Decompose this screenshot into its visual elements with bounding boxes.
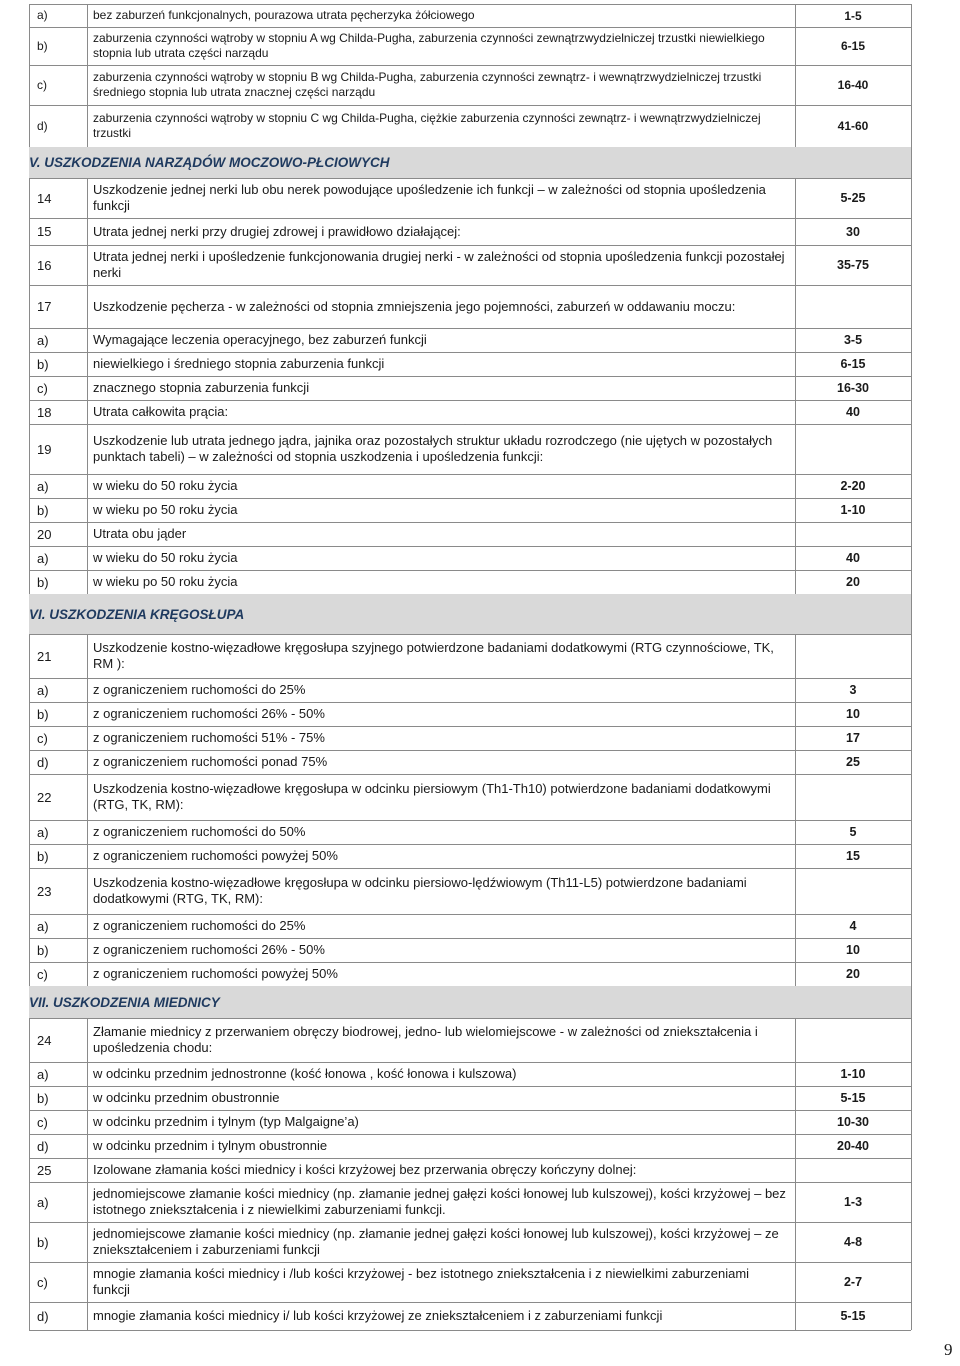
row-number: a) [37, 550, 49, 566]
row-value: 2-20 [840, 479, 866, 493]
row-number: a) [37, 682, 49, 698]
row-value: 20 [846, 575, 860, 589]
section-header [29, 594, 911, 634]
row-description: w odcinku przednim jednostronne (kość łonowa , kość łonowa i kulszowa) [93, 1066, 517, 1081]
table-row [29, 820, 911, 844]
row-number: d) [37, 118, 48, 133]
row-value: 4 [849, 919, 857, 933]
table-row [29, 522, 911, 546]
row-value: 1-3 [843, 1195, 863, 1209]
row-description: zaburzenia czynności wątroby w stopniu C wg Childa-Pugha, ciężkie zaburzenia czynności zewnątrz- i wewnątrzwydzielniczej trzustki [93, 111, 761, 140]
section-header [29, 147, 911, 178]
table-row [29, 678, 911, 702]
row-description: z ograniczeniem ruchomości powyżej 50% [93, 848, 338, 863]
row-value: 20 [846, 967, 860, 981]
table-row [29, 424, 911, 474]
table-row [29, 962, 911, 986]
row-value: 16-40 [837, 78, 869, 92]
table-row [29, 218, 911, 245]
row-number: c) [37, 1114, 48, 1130]
page-number: 9 [944, 1340, 953, 1359]
table-row [29, 844, 911, 868]
row-description: mnogie złamania kości miednicy i/ lub kości krzyżowej ze zniekształceniem i z zaburzeniami funkcji [93, 1308, 663, 1323]
table-row [29, 474, 911, 498]
table-row [29, 4, 911, 27]
table-row [29, 1086, 911, 1110]
row-number: b) [37, 1234, 49, 1250]
table-row [29, 702, 911, 726]
row-description: Utrata jednej nerki i upośledzenie funkcjonowania drugiej nerki - w zależności od stopnia upośledzenia funkcji pozostałej nerki [93, 249, 785, 280]
row-value: 10-30 [837, 1115, 869, 1129]
row-value: 40 [846, 551, 860, 565]
row-description: zaburzenia czynności wątroby w stopniu B wg Childa-Pugha, zaburzenia czynności zewnątrz- i wewnątrzwydzielniczej trzustki średniego stopnia lub utrata znacznej części narządu [93, 70, 762, 99]
row-description: bez zaburzeń funkcjonalnych, pourazowa utrata pęcherzyka żółciowego [93, 8, 475, 22]
row-number: 18 [37, 404, 52, 420]
row-description: niewielkiego i średniego stopnia zaburzenia funkcji [93, 356, 385, 371]
row-description: Izolowane złamania kości miednicy i kości krzyżowej bez przerwania obręczy kończyny dolnej: [93, 1162, 637, 1177]
row-value [795, 424, 911, 474]
row-number: c) [37, 77, 47, 92]
row-number: 17 [37, 299, 52, 314]
row-description: w odcinku przednim obustronnie [93, 1090, 280, 1105]
table-row [29, 938, 911, 962]
row-description: Utrata całkowita prącia: [93, 404, 229, 419]
row-number: b) [37, 38, 48, 53]
table-row [29, 328, 911, 352]
table-row [29, 27, 911, 65]
row-description: w odcinku przednim i tylnym obustronnie [93, 1138, 328, 1153]
table-row [29, 1062, 911, 1086]
row-description: z ograniczeniem ruchomości do 50% [93, 824, 306, 839]
table-row [29, 1222, 911, 1262]
row-description: mnogie złamania kości miednicy i /lub kości krzyżowej - bez istotnego zniekształcenia i z niewielkimi zaburzeniami funkcji [93, 1266, 750, 1297]
row-value [795, 285, 911, 328]
table-row [29, 570, 911, 594]
row-number: 19 [37, 441, 52, 457]
row-value: 6-15 [840, 357, 866, 371]
row-value: 16-30 [837, 381, 869, 395]
row-description: Uszkodzenie lub utrata jednego jądra, jajnika oraz pozostałych struktur układu rozrodczego (nie ujętych w pozostałych punktach tabeli) – w zależności od stopnia uszkodzenia i upośledzenia funkcji: [93, 433, 773, 464]
table-row [29, 285, 911, 328]
row-number: 14 [37, 190, 52, 206]
row-value: 3 [849, 683, 857, 697]
row-number: 20 [37, 526, 52, 542]
row-value: 25 [846, 755, 860, 769]
row-description: w wieku do 50 roku życia [93, 478, 238, 493]
table-row [29, 726, 911, 750]
table-row [29, 1158, 911, 1182]
row-number: b) [37, 942, 49, 958]
row-value: 5 [849, 825, 857, 839]
row-number: c) [37, 1274, 48, 1290]
table-row [29, 376, 911, 400]
row-description: Uszkodzenie kostno-więzadłowe kręgosłupa szyjnego potwierdzone badaniami dodatkowymi (RTG czynnościowe, TK, RM ): [93, 640, 774, 671]
row-value: 30 [846, 224, 860, 239]
row-number: c) [37, 380, 48, 396]
row-value: 40 [846, 405, 860, 419]
row-number: a) [37, 824, 49, 840]
row-description: z ograniczeniem ruchomości do 25% [93, 682, 306, 697]
row-number: b) [37, 574, 49, 590]
row-number: d) [37, 1138, 49, 1154]
row-number: a) [37, 1194, 49, 1210]
table-row [29, 868, 911, 914]
table-row [29, 1262, 911, 1302]
table-row [29, 1302, 911, 1330]
row-number: 22 [37, 789, 52, 805]
row-description: Uszkodzenia kostno-więzadłowe kręgosłupa w odcinku piersiowo-lędźwiowym (Th11-L5) potwierdzone badaniami dodatkowymi (RTG, TK, RM): [93, 875, 747, 906]
table-row [29, 1182, 911, 1222]
table-row [29, 178, 911, 218]
row-description: Uszkodzenia kostno-więzadłowe kręgosłupa w odcinku piersiowym (Th1-Th10) potwierdzone badaniami dodatkowymi (RTG, TK, RM): [93, 781, 771, 812]
row-description: z ograniczeniem ruchomości do 25% [93, 918, 306, 933]
row-number: 23 [37, 883, 52, 899]
row-number: a) [37, 8, 48, 22]
row-value: 1-10 [840, 503, 866, 517]
table-row [29, 634, 911, 678]
table-row [29, 774, 911, 820]
table-row [29, 352, 911, 376]
row-description: Wymagające leczenia operacyjnego, bez zaburzeń funkcji [93, 332, 427, 347]
row-value: 5-15 [840, 1309, 866, 1323]
row-description: w wieku do 50 roku życia [93, 550, 238, 565]
row-value: 10 [846, 943, 860, 957]
row-number: a) [37, 478, 49, 494]
row-description: z ograniczeniem ruchomości 26% - 50% [93, 942, 325, 957]
row-value [795, 774, 911, 820]
row-number: b) [37, 502, 49, 518]
row-description: znacznego stopnia zaburzenia funkcji [93, 380, 310, 395]
table-row [29, 914, 911, 938]
row-number: 15 [37, 224, 52, 239]
row-value: 5-15 [840, 1091, 866, 1105]
row-value: 17 [846, 731, 860, 745]
row-description: w odcinku przednim i tylnym (typ Malgaigne’a) [93, 1114, 359, 1129]
row-value: 1-10 [840, 1067, 866, 1081]
row-description: z ograniczeniem ruchomości 51% - 75% [93, 730, 325, 745]
row-number: a) [37, 918, 49, 934]
table-row [29, 546, 911, 570]
table-row [29, 400, 911, 424]
row-value: 41-60 [837, 119, 869, 133]
row-number: d) [37, 754, 49, 770]
row-value: 15 [846, 849, 860, 863]
row-number: d) [37, 1308, 49, 1324]
row-value: 3-5 [843, 333, 863, 347]
row-description: z ograniczeniem ruchomości powyżej 50% [93, 966, 338, 981]
row-value: 20-40 [837, 1139, 869, 1153]
row-value [795, 1158, 911, 1182]
section-title: V. USZKODZENIA NARZĄDÓW MOCZOWO-PŁCIOWYCH [29, 155, 390, 170]
row-number: b) [37, 706, 49, 722]
table-row [29, 245, 911, 285]
row-value [795, 1018, 911, 1062]
table-row [29, 105, 911, 147]
row-description: z ograniczeniem ruchomości ponad 75% [93, 754, 328, 769]
row-description: z ograniczeniem ruchomości 26% - 50% [93, 706, 325, 721]
row-number: b) [37, 356, 49, 372]
row-description: Utrata obu jąder [93, 526, 187, 541]
row-description: jednomiejscowe złamanie kości miednicy (np. złamanie jednej gałęzi kości łonowej lub kulszowej), kości krzyżowej – bez istotnego zniekształcenia i z niewielkimi zaburzeniami funkcji. [93, 1186, 786, 1217]
row-description: w wieku po 50 roku życia [93, 502, 238, 517]
table-row [29, 498, 911, 522]
row-number: c) [37, 730, 48, 746]
table-row [29, 750, 911, 774]
row-value [795, 634, 911, 678]
table-row [29, 1018, 911, 1062]
row-value: 4-8 [843, 1235, 863, 1249]
row-description: zaburzenia czynności wątroby w stopniu A wg Childa-Pugha, zaburzenia czynności zewnątrzwydzielniczej trzustki niewielkiego stopnia lub utrata części narządu [93, 31, 765, 60]
section-header [29, 986, 911, 1018]
row-number: 25 [37, 1162, 52, 1178]
row-value: 2-7 [843, 1275, 863, 1289]
row-number: b) [37, 848, 49, 864]
row-value: 35-75 [837, 258, 869, 272]
table-row [29, 1134, 911, 1158]
section-title: VI. USZKODZENIA KRĘGOSŁUPA [29, 606, 245, 622]
row-number: a) [37, 1066, 49, 1082]
row-number: c) [37, 966, 48, 982]
row-number: 16 [37, 257, 52, 273]
table-row [29, 65, 911, 105]
row-value: 10 [846, 707, 860, 721]
row-number: b) [37, 1090, 49, 1106]
row-value [795, 868, 911, 914]
row-number: 21 [37, 648, 52, 664]
row-value: 5-25 [840, 191, 866, 205]
table-row [29, 1110, 911, 1134]
section-title: VII. USZKODZENIA MIEDNICY [29, 994, 220, 1010]
row-description: Utrata jednej nerki przy drugiej zdrowej i prawidłowo działającej: [93, 223, 461, 239]
row-description: jednomiejscowe złamanie kości miednicy (np. złamanie jednej gałęzi kości łonowej lub kulszowej), kości krzyżowej – ze zniekształceniem i zaburzeniami funkcji [93, 1226, 779, 1257]
row-description: Uszkodzenie pęcherza - w zależności od stopnia zmniejszenia jego pojemności, zaburzeń w oddawaniu moczu: [93, 298, 736, 314]
row-description: w wieku po 50 roku życia [93, 574, 238, 589]
row-description: Złamanie miednicy z przerwaniem obręczy biodrowej, jedno- lub wielomiejscowe - w zależności od zniekształcenia i upośledzenia chodu: [93, 1024, 758, 1055]
row-number: 24 [37, 1032, 52, 1048]
row-value [795, 522, 911, 546]
row-number: a) [37, 332, 49, 348]
row-value: 1-5 [844, 8, 862, 23]
row-value: 6-15 [840, 39, 866, 53]
row-description: Uszkodzenie jednej nerki lub obu nerek powodujące upośledzenie ich funkcji – w zależności od stopnia upośledzenia funkcji [93, 182, 766, 213]
